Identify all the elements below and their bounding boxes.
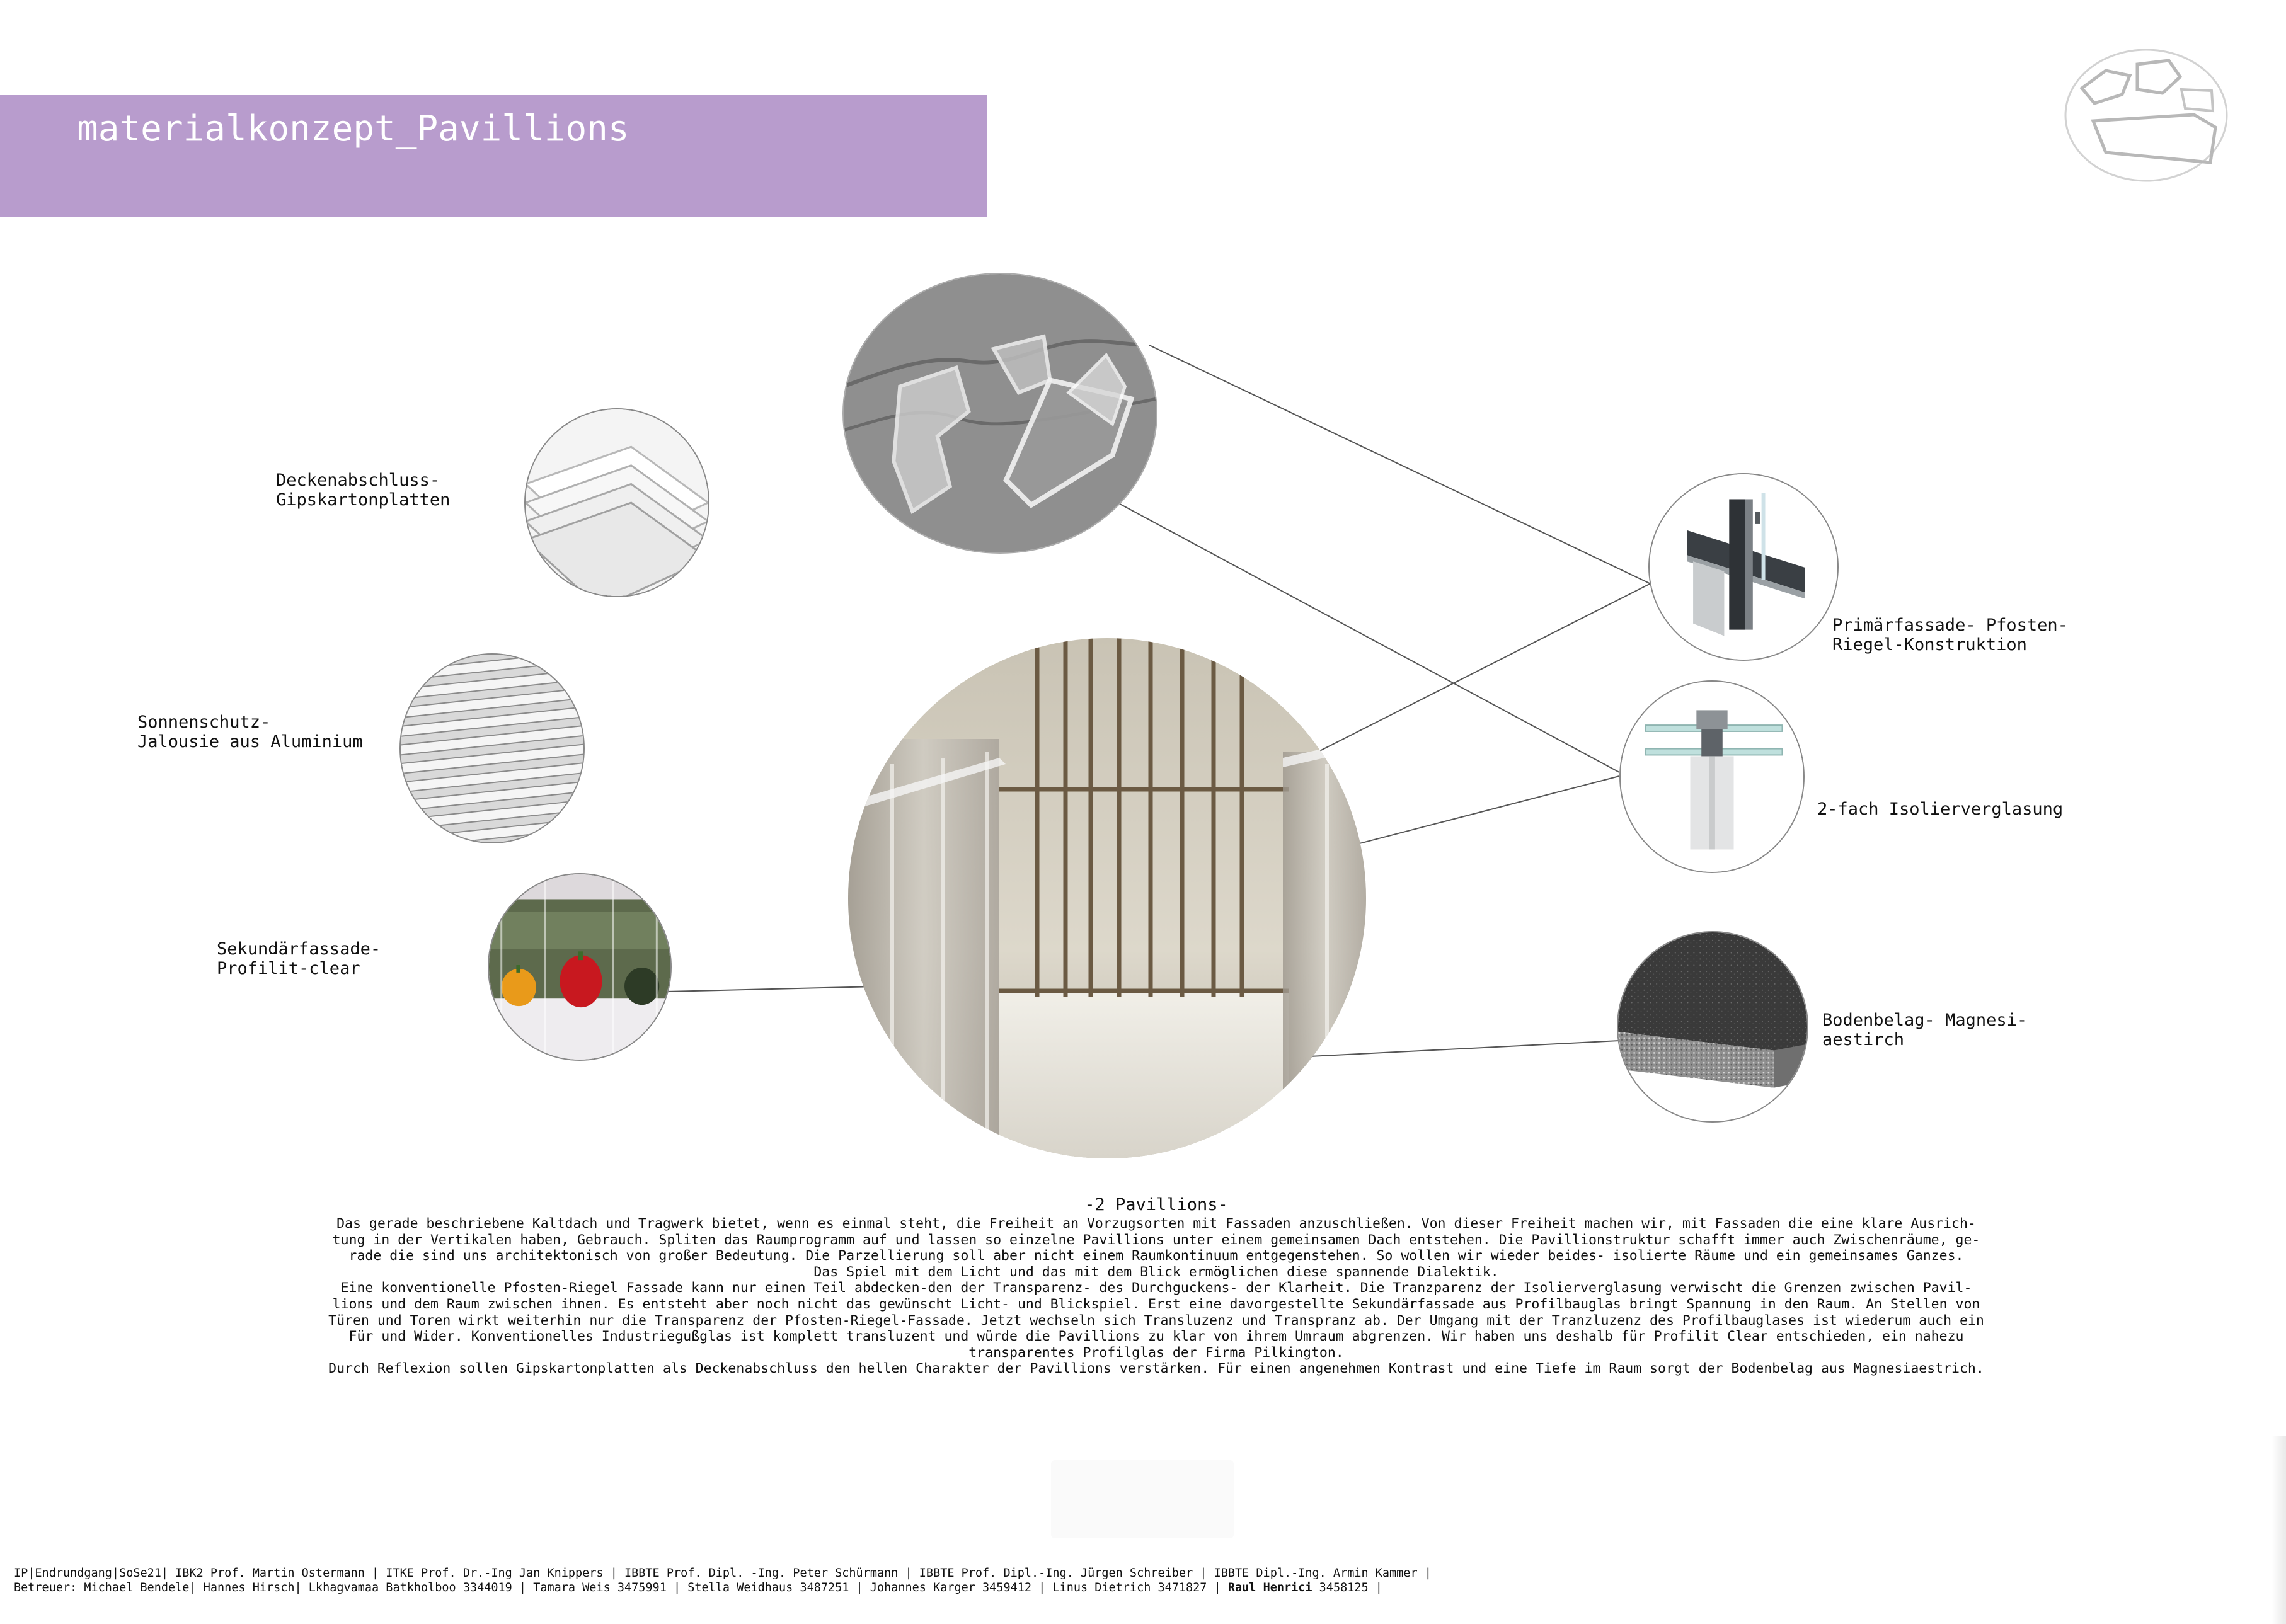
label-primary-facade-line2: Riegel-Konstruktion [1832,635,2027,655]
label-ceiling [276,471,450,510]
faint-placeholder [1051,1460,1234,1538]
footer-line-1: IP|Endrundgang|SoSe21| IBK2 Prof. Martin Ostermann | ITKE Prof. Dr.-Ing Jan Knippers | IBBTE Prof. Dipl. -Ing. Peter Schürmann | IBBTE Prof. Dipl.-Ing. Jürgen Schreiber | IBBTE Dipl.-Ing. Armin Kammer | [14,1567,1432,1580]
interior-model-photo-icon [848,638,1366,1158]
label-secondary-facade-line1: Sekundärfassade- [217,939,381,959]
description-heading: -2 Pavillions- [1084,1195,1228,1215]
label-sunshade [137,712,363,752]
label-glazing [1817,799,2063,819]
footer-line-2 [14,1581,1432,1595]
label-secondary-facade [217,939,381,978]
label-primary-facade-line1: Primärfassade- Pfosten- [1832,615,2068,635]
description-paragraph-3: Eine konventionelle Pfosten-Riegel Fassade kann nur einen Teil abdecken-den der Transparenz- des Durchguckens- der Klarheit. Die Tranzparenz der Isolierverglasung verwischt die Grenzen zwischen Pavil- lions und dem Raum zwischen ihnen. Es entsteht aber noch nicht das gewünscht Licht- und Blickspiel. Erst eine davorgestellte Sekundärfassade aus Profilbauglas bringt Spannung in den Raum. An Stellen von Türen und Toren wirkt weiterhin nur die Transparenz der Pfosten-Riegel-Fassade. Jetzt wechseln sich Transluzenz und Transpranz ab. Der Umgang mit der Tranzluzenz des Profilbauglases ist wiederum auch ein Für und Wider. Konventionelles Industriegußglas ist komplett transluzent und würde die Pavillions zu klar von ihrem Umraum abgrenzen. Wir haben uns deshalb für Profilit Clear entschieden, ein nahezu transparentes Profilglas der Firma Pilkington. [328,1280,1984,1361]
post-beam-section-icon [1648,473,1839,661]
magnesia-screed-slab-icon [1617,931,1808,1123]
label-floor-line2: aestirch [1822,1030,1905,1049]
label-primary-facade [1832,615,2068,655]
label-glazing-line1: 2-fach Isolierverglasung [1817,799,2064,819]
page-title: materialkonzept_Pavillions [77,108,629,149]
label-sunshade-line2: Jalousie aus Aluminium [137,732,363,752]
description-text [318,1194,1994,1377]
pavilion-model-render-icon [842,273,1157,554]
footer-line-2-bold: Raul Henrici [1227,1581,1312,1594]
description-paragraph-1: Das gerade beschriebene Kaltdach und Tragwerk bietet, wenn es einmal steht, die Freiheit an Vorzugsorten mit Fassaden anzuschließen. Von dieser Freiheit machen wir, mit Fassaden die eine klare Ausrich- tung in der Vertikalen haben, Gebrauch. Spliten das Raumprogramm auf und lassen so einzelne Pavillions unter einem gemeinsamen Dach entstehen. Die Pavillionstruktur schafft immer auch Zwischenräume, ge- rade die sind uns architektonisch von großer Bedeutung. Die Parzellierung soll aber nicht einem Raumkontinuum entgegenstehen. So wollen wir wieder beides- isolierte Räume und ein gemeinsames Ganzes. [332,1216,1980,1264]
gypsum-board-stack-icon [524,408,709,597]
profilit-glass-peppers-icon [488,873,672,1061]
description-paragraph-2: Das Spiel mit dem Licht und das mit dem Blick ermöglichen diese spannende Dialektik. [813,1264,1499,1280]
label-floor-line1: Bodenbelag- Magnesi- [1822,1010,2028,1030]
label-secondary-facade-line2: Profilit-clear [217,959,360,978]
label-ceiling-line1: Deckenabschluss- [276,471,440,490]
double-glazing-section-icon [1619,680,1805,873]
aluminium-blind-icon [399,653,585,843]
label-ceiling-line2: Gipskartonplatten [276,490,451,510]
label-floor [1822,1010,2027,1049]
pavilion-outline-logo-icon [2062,45,2231,185]
page-edge-shadow [2272,1436,2286,1624]
footer-credits [14,1566,1432,1595]
leader-line-model-primary [1149,345,1650,583]
description-paragraph-4: Durch Reflexion sollen Gipskartonplatten als Deckenabschluss den hellen Charakter der Pavillions verstärken. Für einen angenehmen Kontrast und eine Tiefe im Raum sorgt der Bodenbelag aus Magnesiaestrich. [328,1361,1984,1377]
footer-line-2-suffix: 3458125 | [1312,1581,1382,1594]
footer-line-2-prefix: Betreuer: Michael Bendele| Hannes Hirsch| Lkhagvamaa Batkholboo 3344019 | Tamara Weis 3475991 | Stella Weidhaus 3487251 | Johannes Karger 3459412 | Linus Dietrich 3471827 | [14,1581,1228,1594]
label-sunshade-line1: Sonnenschutz- [137,712,271,732]
